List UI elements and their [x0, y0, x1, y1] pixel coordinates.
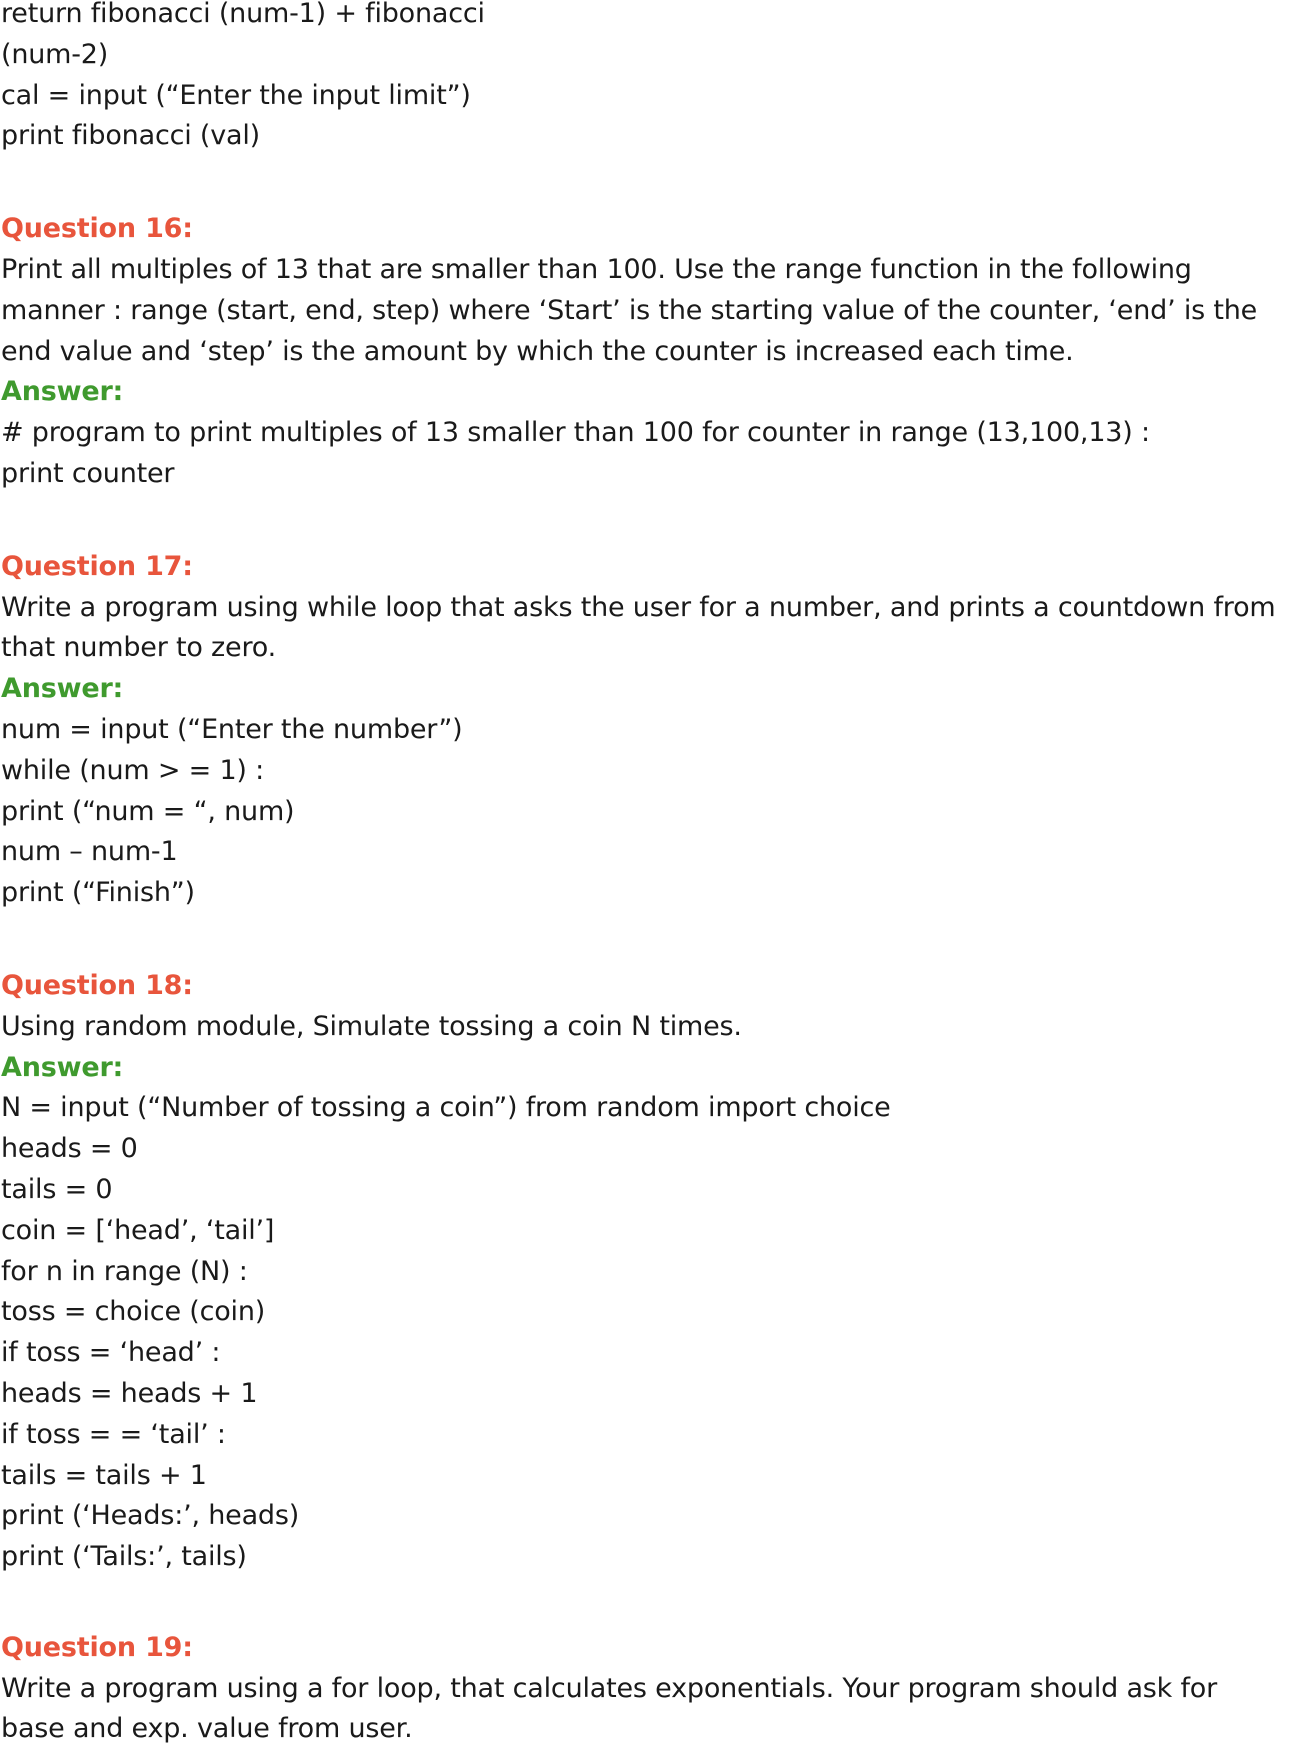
answer-code-line: tails = tails + 1: [1, 1459, 207, 1491]
question-16-section: [1, 209, 1292, 495]
answer-code-line: num = input (“Enter the number”): [1, 713, 463, 745]
question-19-title: Question 19:: [1, 1631, 193, 1663]
question-18-title: Question 18:: [1, 969, 193, 1001]
answer-code-line: print counter: [1, 457, 175, 489]
code-line: return fibonacci (num-1) + fibonacci: [1, 0, 485, 29]
answer-code-line: N = input (“Number of tossing a coin”) from random import choice: [1, 1092, 891, 1124]
answer-code-line: for n in range (N) :: [1, 1255, 248, 1287]
answer-code-line: while (num > = 1) :: [1, 754, 265, 786]
question-text-line: base and exp. value from user.: [1, 1713, 413, 1745]
question-19-section: [1, 1628, 1292, 1750]
question-17-title: Question 17:: [1, 550, 193, 582]
answer-code-line: tails = 0: [1, 1173, 113, 1205]
question-text-line: Write a program using while loop that asks the user for a number, and prints a countdown from: [1, 591, 1276, 623]
code-line: cal = input (“Enter the input limit”): [1, 79, 471, 111]
answer-code-line: print (“num = “, num): [1, 795, 295, 827]
answer-18-label: Answer:: [1, 1051, 124, 1083]
code-line: print fibonacci (val): [1, 120, 261, 152]
question-text-line: Print all multiples of 13 that are smaller than 100. Use the range function in the following: [1, 253, 1192, 285]
answer-code-line: if toss = ‘head’ :: [1, 1337, 221, 1369]
answer-code-line: if toss = = ‘tail’ :: [1, 1418, 226, 1450]
question-text-line: end value and ‘step’ is the amount by which the counter is increased each time.: [1, 335, 1074, 367]
answer-code-line: heads = 0: [1, 1133, 138, 1165]
answer-code-line: num – num-1: [1, 836, 178, 868]
answer-code-line: # program to print multiples of 13 smaller than 100 for counter in range (13,100,13) :: [1, 417, 1150, 449]
answer-17-label: Answer:: [1, 673, 124, 705]
question-text-line: manner : range (start, end, step) where ‘Start’ is the starting value of the counter, ‘end’ is the: [1, 294, 1258, 326]
answer-code-line: coin = [‘head’, ‘tail’]: [1, 1214, 275, 1246]
question-text-line: Write a program using a for loop, that calculates exponentials. Your program should ask for: [1, 1672, 1217, 1704]
answer-16-label: Answer:: [1, 376, 124, 408]
answer-code-line: heads = heads + 1: [1, 1377, 258, 1409]
answer-code-line: print (‘Tails:’, tails): [1, 1541, 247, 1573]
question-18-section: [1, 966, 1292, 1578]
question-17-section: [1, 547, 1292, 914]
question-16-title: Question 16:: [1, 213, 193, 245]
answer-code-line: toss = choice (coin): [1, 1296, 266, 1328]
answer-code-line: print (‘Heads:’, heads): [1, 1500, 300, 1532]
answer-code-line: print (“Finish”): [1, 877, 195, 909]
question-text-line: Using random module, Simulate tossing a coin N times.: [1, 1010, 742, 1042]
code-line: (num-2): [1, 38, 109, 70]
question-text-line: that number to zero.: [1, 632, 276, 664]
intro-code-block: [1, 0, 1292, 157]
